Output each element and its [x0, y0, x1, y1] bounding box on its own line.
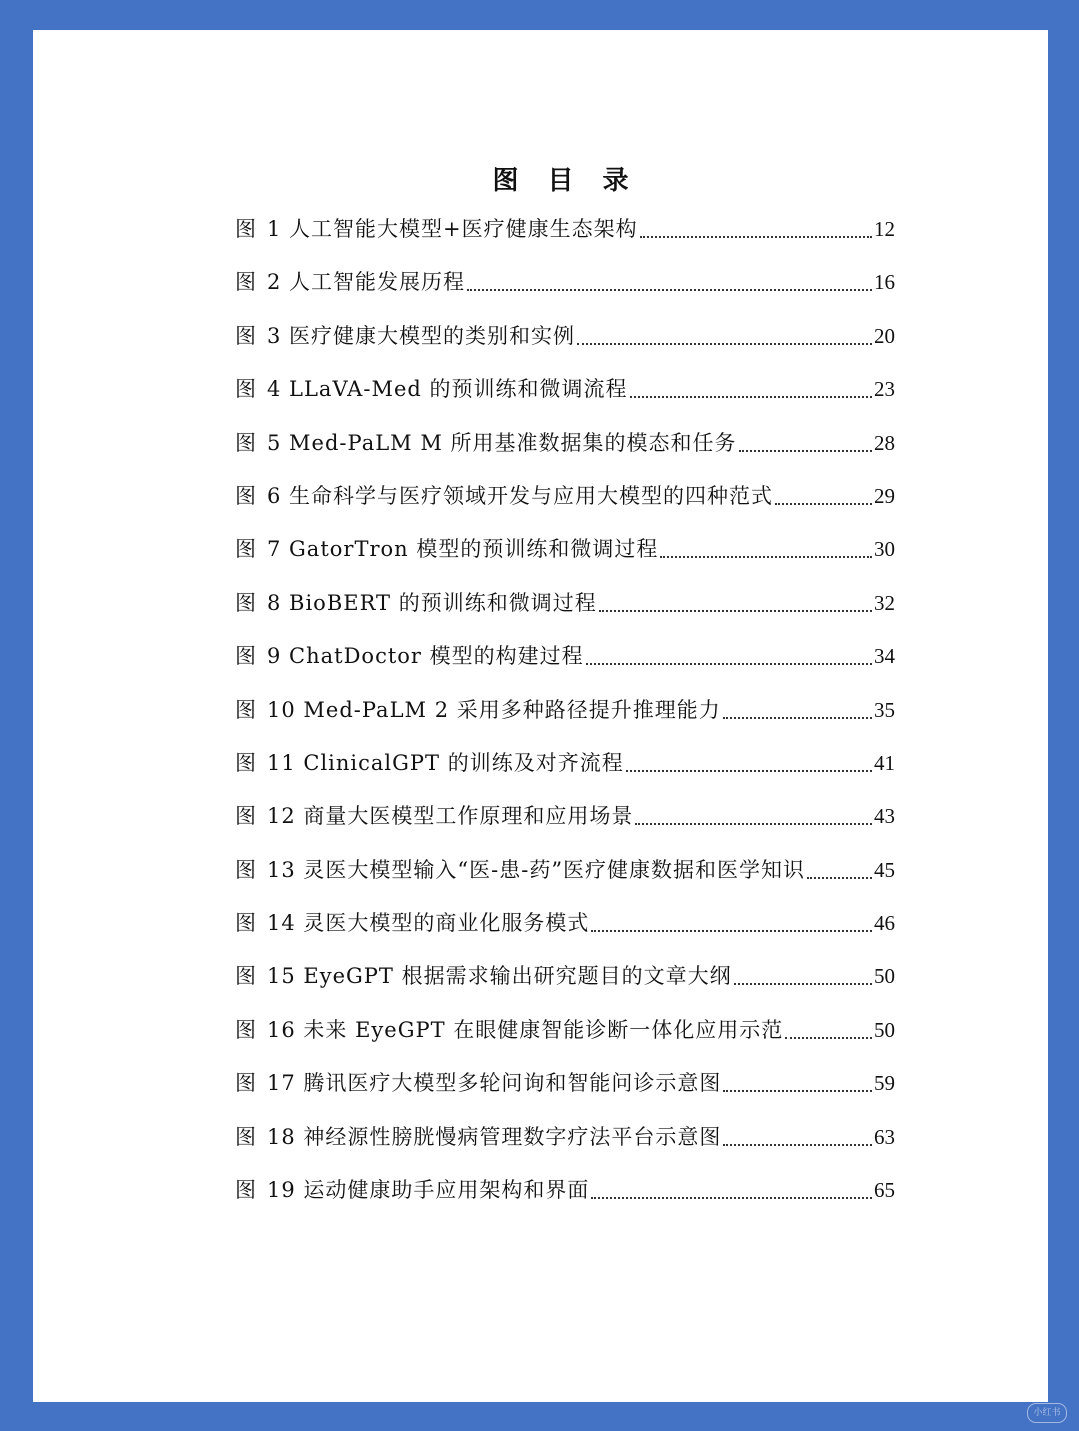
watermark: 小红书: [1027, 1403, 1067, 1423]
entry-page-number: 35: [874, 697, 895, 722]
entry-text: 8 BioBERT 的预训练和微调过程: [267, 590, 597, 615]
toc-entry[interactable]: [235, 748, 895, 801]
dot-leader: [734, 961, 872, 985]
entry-label: [235, 267, 465, 297]
entry-prefix: 图: [235, 857, 257, 882]
entry-page-number: 34: [874, 644, 895, 669]
entry-text: 19 运动健康助手应用架构和界面: [267, 1178, 590, 1203]
entry-prefix: 图: [235, 377, 257, 402]
entry-label: [235, 321, 575, 351]
entry-text: 4 LLaVA-Med 的预训练和微调流程: [267, 377, 628, 402]
toc-entry[interactable]: [235, 321, 895, 374]
entry-prefix: 图: [235, 483, 257, 508]
entry-page-number: 30: [874, 537, 895, 562]
toc-entry[interactable]: [235, 1175, 895, 1228]
entry-text: 17 腾讯医疗大模型多轮问询和智能问诊示意图: [267, 1071, 722, 1096]
entry-prefix: 图: [235, 1017, 257, 1042]
entry-text: 3 医疗健康大模型的类别和实例: [267, 323, 576, 348]
dot-leader: [635, 801, 872, 825]
toc-entry[interactable]: [235, 481, 895, 534]
entry-label: [235, 481, 773, 511]
entry-text: 16 未来 EyeGPT 在眼健康智能诊断一体化应用示范: [267, 1017, 784, 1042]
dot-leader: [591, 1175, 872, 1199]
toc-entry[interactable]: [235, 641, 895, 694]
dot-leader: [586, 641, 872, 665]
entry-text: 13 灵医大模型输入“医-患-药”医疗健康数据和医学知识: [267, 857, 806, 882]
entry-label: [235, 641, 584, 671]
toc-entry[interactable]: [235, 1068, 895, 1121]
toc-entry[interactable]: [235, 214, 895, 267]
toc-entry[interactable]: [235, 534, 895, 587]
entry-label: [235, 1068, 721, 1098]
dot-leader: [591, 908, 872, 932]
entry-label: [235, 908, 589, 938]
entry-label: [235, 748, 624, 778]
entry-page-number: 23: [874, 377, 895, 402]
entry-text: 10 Med-PaLM 2 采用多种路径提升推理能力: [267, 697, 721, 722]
entry-page-number: 46: [874, 911, 895, 936]
entry-label: [235, 428, 737, 458]
entry-text: 18 神经源性膀胱慢病管理数字疗法平台示意图: [267, 1124, 722, 1149]
toc-entry[interactable]: [235, 588, 895, 641]
entry-text: 2 人工智能发展历程: [267, 270, 466, 295]
entry-prefix: 图: [235, 697, 257, 722]
entry-label: [235, 855, 805, 885]
dot-leader: [640, 214, 872, 238]
dot-leader: [723, 1068, 872, 1092]
entry-text: 11 ClinicalGPT 的训练及对齐流程: [267, 750, 624, 775]
entry-page-number: 29: [874, 483, 895, 508]
entry-label: [235, 534, 658, 564]
entry-prefix: 图: [235, 1124, 257, 1149]
entry-label: [235, 1175, 589, 1205]
entry-text: 9 ChatDoctor 模型的构建过程: [267, 644, 584, 669]
entry-prefix: 图: [235, 323, 257, 348]
entry-page-number: 12: [874, 217, 895, 241]
entry-page-number: 45: [874, 857, 895, 882]
entry-page-number: 50: [874, 964, 895, 989]
entry-text: 1 人工智能大模型+医疗健康生态架构: [267, 217, 638, 241]
dot-leader: [630, 374, 873, 398]
entry-text: 15 EyeGPT 根据需求输出研究题目的文章大纲: [267, 964, 732, 989]
dot-leader: [723, 695, 872, 719]
entry-label: [235, 1015, 783, 1045]
entry-label: [235, 374, 628, 404]
entry-text: 6 生命科学与医疗领域开发与应用大模型的四种范式: [267, 483, 774, 508]
entry-page-number: 43: [874, 804, 895, 829]
toc-entry[interactable]: [235, 855, 895, 908]
entry-prefix: 图: [235, 217, 257, 241]
entry-page-number: 32: [874, 590, 895, 615]
entry-page-number: 50: [874, 1017, 895, 1042]
entry-page-number: 28: [874, 430, 895, 455]
entry-label: [235, 588, 597, 618]
dot-leader: [739, 428, 872, 452]
dot-leader: [577, 321, 872, 345]
entry-prefix: 图: [235, 430, 257, 455]
page-title: 图 目 录: [492, 166, 639, 196]
entry-prefix: 图: [235, 750, 257, 775]
toc-entry[interactable]: [235, 961, 895, 1014]
entry-text: 12 商量大医模型工作原理和应用场景: [267, 804, 634, 829]
dot-leader: [660, 534, 872, 558]
figure-list: [235, 214, 895, 1228]
entry-page-number: 59: [874, 1071, 895, 1096]
entry-page-number: 65: [874, 1178, 895, 1203]
dot-leader: [467, 267, 872, 291]
entry-label: [235, 801, 633, 831]
entry-prefix: 图: [235, 270, 257, 295]
entry-prefix: 图: [235, 804, 257, 829]
toc-entry[interactable]: [235, 695, 895, 748]
toc-entry[interactable]: [235, 1015, 895, 1068]
toc-entry[interactable]: [235, 267, 895, 320]
toc-entry[interactable]: [235, 801, 895, 854]
toc-entry[interactable]: [235, 428, 895, 481]
entry-page-number: 20: [874, 323, 895, 348]
dot-leader: [775, 481, 872, 505]
document-page: [33, 30, 1048, 1402]
entry-prefix: 图: [235, 644, 257, 669]
dot-leader: [599, 588, 872, 612]
entry-text: 5 Med-PaLM M 所用基准数据集的模态和任务: [267, 430, 737, 455]
toc-entry[interactable]: [235, 908, 895, 961]
entry-label: [235, 961, 732, 991]
entry-prefix: 图: [235, 1071, 257, 1096]
entry-prefix: 图: [235, 911, 257, 936]
entry-label: [235, 214, 638, 244]
entry-label: [235, 1122, 721, 1152]
toc-entry[interactable]: [235, 1122, 895, 1175]
dot-leader: [626, 748, 872, 772]
entry-prefix: 图: [235, 1178, 257, 1203]
entry-page-number: 16: [874, 270, 895, 295]
entry-text: 14 灵医大模型的商业化服务模式: [267, 911, 590, 936]
entry-text: 7 GatorTron 模型的预训练和微调过程: [267, 537, 659, 562]
dot-leader: [807, 855, 872, 879]
entry-page-number: 63: [874, 1124, 895, 1149]
toc-entry[interactable]: [235, 374, 895, 427]
dot-leader: [785, 1015, 872, 1039]
entry-prefix: 图: [235, 537, 257, 562]
entry-prefix: 图: [235, 964, 257, 989]
entry-prefix: 图: [235, 590, 257, 615]
dot-leader: [723, 1122, 872, 1146]
entry-page-number: 41: [874, 750, 895, 775]
entry-label: [235, 695, 721, 725]
